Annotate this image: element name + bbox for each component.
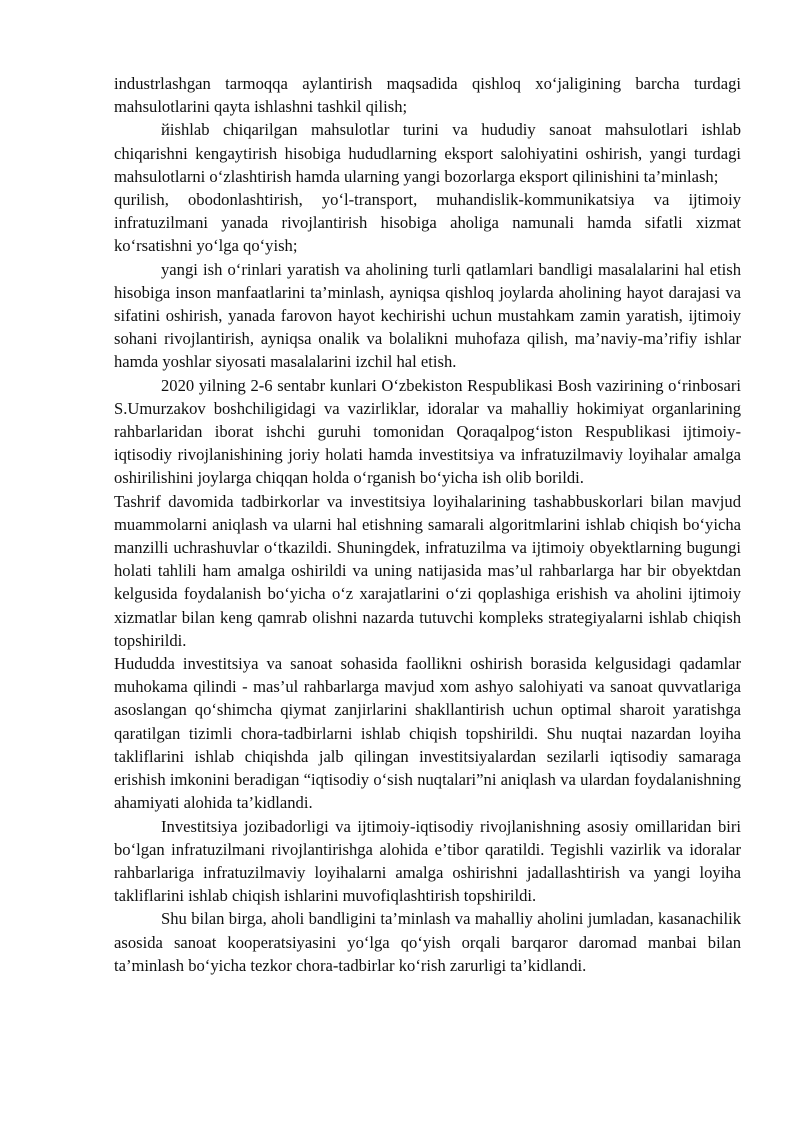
paragraph-9: Shu bilan birga, aholi bandligini ta’minlash va mahalliy aholini jumladan, kasanachilik asosida sanoat kooperatsiyasini yo‘lga qo‘yish orqali barqaror daromad manbai bilan ta’minlash bo‘yicha tezkor chora-tadbirlar ko‘rish zarurligi ta’kidlandi. — [114, 909, 741, 975]
paragraph-7: Hududda investitsiya va sanoat sohasida faollikni oshirish borasida kelgusidagi qadamlar muhokama qilindi - mas’ul rahbarlarga mavjud xom ashyo salohiyati va sanoat quvvatlariga asoslangan qo‘shimcha qiymat zanjirlarini shakllantirish uchun optimal sharoit yaratishga qaratilgan tizimli chora-tadbirlarni ishlab chiqish topshirildi. Shu nuqtai nazardan loyiha takliflarini ishlab chiqishda jalb qilingan investitsiyalardan sezilarli iqtisodiy samaraga erishish imkonini beradigan “iqtisodiy o‘sish nuqtalari”ni aniqlash va ulardan foydalanishning ahamiyati alohida ta’kidlandi. — [114, 654, 741, 813]
paragraph-1: industrlashgan tarmoqqa aylantirish maqsadida qishloq xo‘jaligining barcha turdagi mahsulotlarini qayta ishlashni tashkil qilish; — [114, 74, 741, 117]
paragraph-5: 2020 yilning 2-6 sentabr kunlari O‘zbekiston Respublikasi Bosh vazirining o‘rinbosari S.Umurzakov boshchiligidagi va vazirliklar, idoralar va mahalliy hokimiyat organlarining rahbarlaridan iborat ishchi guruhi tomonidan Qoraqalpog‘iston Respublikasi ijtimoiy-iqtisodiy rivojlanishining joriy holati hamda investitsiya va infratuzilmaviy loyihalar amalga oshirilishini joylarga chiqqan holda o‘rganish bo‘yicha ish olib borildi. — [114, 375, 741, 488]
document-page — [114, 72, 741, 977]
paragraph-2: йishlab chiqarilgan mahsulotlar turini va hududiy sanoat mahsulotlari ishlab chiqarishni kengaytirish hisobiga hududlarning eksport salohiyatini oshirish, yangi turdagi mahsulotlarni o‘zlashtirish hamda ularning yangi bozorlarga eksport qilinishini ta’minlash; — [114, 120, 741, 186]
paragraph-3: qurilish, obodonlashtirish, yo‘l-transport, muhandislik-kommunikatsiya va ijtimoiy infratuzilmani yanada rivojlantirish hisobiga aholiga namunali hamda sifatli xizmat ko‘rsatishni yo‘lga qo‘yish; — [114, 190, 741, 256]
paragraph-6: Tashrif davomida tadbirkorlar va investitsiya loyihalarining tashabbuskorlari bilan mavjud muammolarni aniqlash va ularni hal etishning samarali algoritmlarini ishlab chiqish bo‘yicha manzilli uchrashuvlar o‘tkazildi. Shuningdek, infratuzilma va ijtimoiy obyektlarning bugungi holati tahlili ham amalga oshirildi va uning natijasida mas’ul rahbarlarga har bir obyektdan kelgusida foydalanish bo‘yicha o‘z xarajatlarini o‘zi qoplashiga erishish va aholini ijtimoiy xizmatlar bilan keng qamrab olishni nazarda tutuvchi kompleks strategiyalarni ishlab chiqish topshirildi. — [114, 491, 741, 650]
paragraph-8: Investitsiya jozibadorligi va ijtimoiy-iqtisodiy rivojlanishning asosiy omillaridan biri bo‘lgan infratuzilmani rivojlantirishga alohida e’tibor qaratildi. Tegishli vazirlik va idoralar rahbarlariga infratuzilmaviy loyihalarni amalga oshirishni jadallashtirish va yangi loyiha takliflarini ishlab chiqish ishlarini muvofiqlashtirish topshirildi. — [114, 816, 741, 906]
paragraph-4: yangi ish o‘rinlari yaratish va aholining turli qatlamlari bandligi masalalarini hal etish hisobiga inson manfaatlarini ta’minlash, ayniqsa qishloq joylarda aholining hayot darajasi va sifatini oshirish, yanada farovon hayot kechirishi uchun mustahkam zamin yaratish, ijtimoiy sohani rivojlantirish, ayniqsa onalik va bolalikni muhofaza qilish, ma’naviy-ma’rifiy ishlar hamda yoshlar siyosati masalalarini izchil hal etish. — [114, 259, 741, 372]
